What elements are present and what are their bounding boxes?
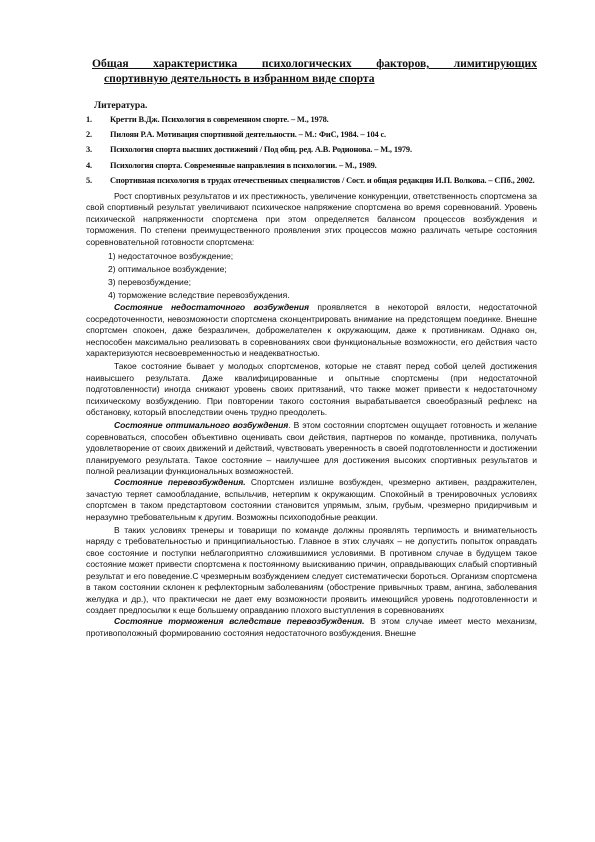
paragraph-coaches: В таких условиях тренеры и товарищи по команде должны проявлять терпимость и внимательность наряду с требовательностью и принципиальностью. Главное в этих случаях – не допустить попыток оправдать свое состояние и поступки неблагоприятно сложившимися условиями. В противном случае в будущем такое состояние может привести спортсмена к постоянному выискиванию причин, оправдывающих слабый спортивный результат и его поведение.С чрезмерным возбуждением следует систематически бороться. Организм спортсмена в таком состоянии склонен к рефлекторным заболеваниям (обострение привычных травм, ангина, заболевания желудка и др.), что практически не дает ему возможности проявить имеющийся уровень подготовленности и создает предпосылки к еще большему оправданию плохого выступления в соревнованиях xyxy=(86,525,537,615)
paragraph-overexcitation xyxy=(86,477,537,523)
state-item: 4) торможение вследствие перевозбуждения. xyxy=(108,290,290,301)
literature-item-text: Кретти В.Дж. Психология в современном спорте. – М., 1978. xyxy=(110,115,329,124)
literature-list xyxy=(86,115,537,187)
state-heading-inhibition: Состояние торможения вследствие перевозбуждения. xyxy=(114,616,365,627)
literature-item-number: 3. xyxy=(86,145,92,155)
state-heading-underexcitation: Состояние недостаточного возбуждения xyxy=(114,302,310,313)
literature-item xyxy=(86,145,537,156)
state-heading-optimal: Состояние оптимального возбуждения xyxy=(114,420,289,431)
paragraph-optimal xyxy=(86,420,537,477)
paragraph-young-athletes: Такое состояние бывает у молодых спортсменов, которые не ставят перед собой целей достижения наивысшего результата. Даже квалифицированные и опытные спортсмены (при недостаточной подготовленности) иногда снижают уровень своих притязаний, что также может привести к недостаточному психическому возбуждению. При повторении такого состояния вырабатывается своеобразный рефлекс на обстановку, который впоследствии очень трудно преодолеть. xyxy=(86,361,537,417)
literature-item-text: Спортивная психология в трудах отечественных специалистов / Сост. и общая редакция И.П. Волкова. – СПб., 2002. xyxy=(110,175,535,185)
paragraph-text: проявляется в некоторой вялости, недостаточной сосредоточенности, невозможности спортсмена сконцентрировать внимание на предстоящем поединке. Внешне спортсмен спокоен, даже безразличен, доброжелателен к окружающим, даже к противникам. Однако он, неспособен максимально реализовать в соревнованиях свои функциональные возможности, его действия часто характеризуются несвоевременностью и неадекватностью. xyxy=(86,302,537,358)
literature-item-text: Пилоян Р.А. Мотивация спортивной деятельности. – М.: ФиС, 1984. – 104 с. xyxy=(110,130,386,140)
literature-item-number: 1. xyxy=(86,115,92,124)
literature-heading: Литература. xyxy=(94,100,148,111)
intro-paragraph: Рост спортивных результатов и их престижность, увеличение конкуренции, ответственность спортсмена за свой спортивный результат увеличивают психическое напряжение спортсмена во время соревнований. Уровень психической напряженности спортсмена при этом определяется балансом процессов возбуждения и торможения. По степени преимущественного проявления этих процессов можно различать четыре состояния соревновательной готовности спортсмена: xyxy=(86,190,537,247)
state-item: 2) оптимальное возбуждение; xyxy=(108,264,227,275)
document-title-line-2: спортивную деятельность в избранном виде спорта xyxy=(104,72,375,85)
paragraph-underexcitation xyxy=(86,302,537,359)
literature-item-text: Психология спорта. Современные направления в психологии. – М., 1989. xyxy=(110,160,377,170)
paragraph-inhibition xyxy=(86,616,537,639)
literature-item-number: 5. xyxy=(86,175,92,185)
literature-item-number: 4. xyxy=(86,160,92,170)
literature-item xyxy=(86,115,537,126)
state-item: 1) недостаточное возбуждение; xyxy=(108,250,234,261)
literature-item-text: Психология спорта высших достижений / Под общ. ред. А.В. Родионова. – М., 1979. xyxy=(110,145,412,155)
literature-item-number: 2. xyxy=(86,130,92,140)
literature-item xyxy=(86,176,537,187)
paragraph-text: . В этом состоянии спортсмен ощущает готовность и желание соревноваться, способен объективно оценивать свои действия, партнеров по команде, противника, получать удовлетворение от своих движений и действий, чувствовать уверенность в своей подготовленности и достижении планируемого результата. Такое состояние – наилучшее для достижения высоких спортивных результатов и полной реализации функциональных возможностей. xyxy=(86,420,537,477)
paragraph-text: В этом случае имеет место механизм, противоположный формированию состояния недостаточного возбуждения. Внешне xyxy=(86,616,538,638)
document-title-line-1: Общая характеристика психологических факторов, лимитирующих xyxy=(92,57,537,70)
state-heading-overexcitation: Состояние перевозбуждения. xyxy=(114,477,246,488)
state-item: 3) перевозбуждение; xyxy=(108,277,191,288)
literature-item xyxy=(86,161,537,172)
literature-item xyxy=(86,130,537,141)
paragraph-text: Спортсмен излишне возбужден, чрезмерно активен, раздражителен, зачастую теряет самообладание, вспыльчив, нетерпим к окружающим. Спокойный в тренировочных условиях спортсмен в таком предстартовом состоянии становится упрямым, злым, грубым, чрезмерно придирчивым и неразумно требовательным к другим. Возможны психоподобные реакции. xyxy=(86,477,537,522)
